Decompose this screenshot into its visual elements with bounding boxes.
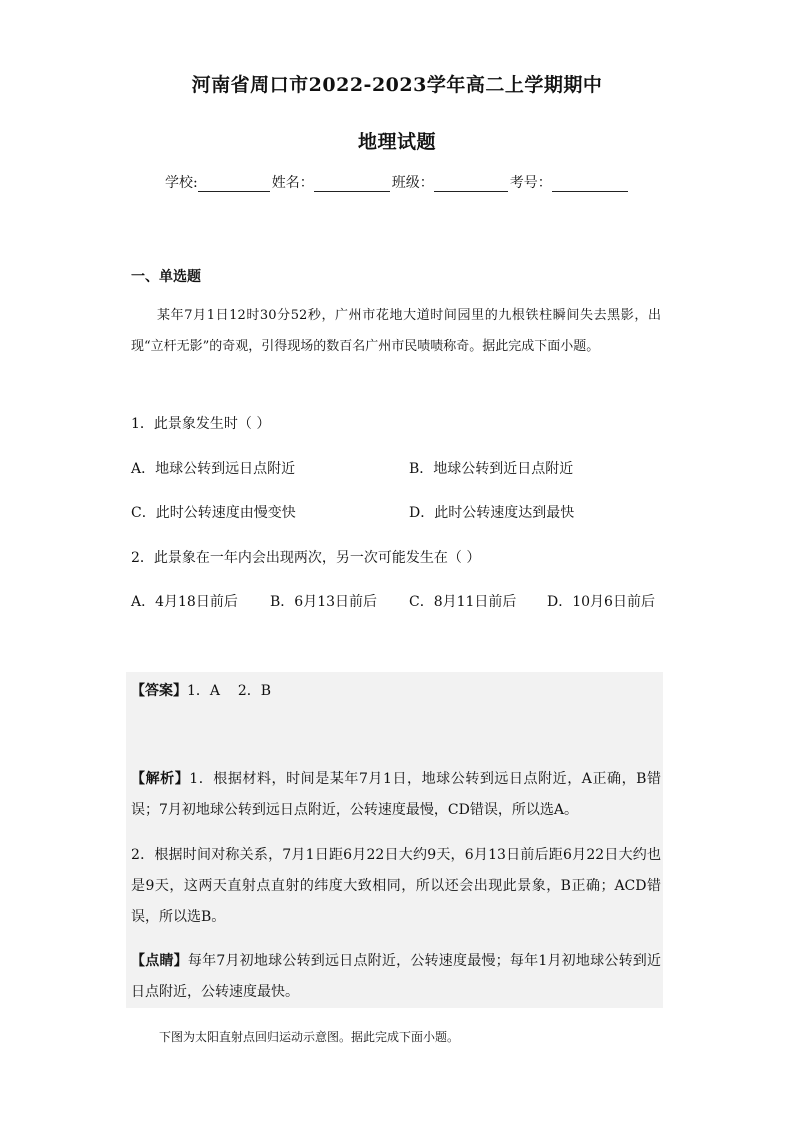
name-blank[interactable] bbox=[314, 176, 390, 192]
question-1-option-c: C．此时公转速度由慢变快 bbox=[131, 505, 296, 521]
answer-line bbox=[131, 680, 271, 700]
question-2-stem: 2．此景象在一年内会出现两次，另一次可能发生在（ ） bbox=[131, 550, 481, 566]
material-paragraph-1: 某年7月1日12时30分52秒，广州市花地大道时间园里的九根铁柱瞬间失去黑影，出现“立杆无影”的奇观，引得现场的数百名广州市民啧啧称奇。据此完成下面小题。 bbox=[131, 308, 661, 354]
analysis-paragraph-2: 2．根据时间对称关系，7月1日距6月22日大约9天，6月13日前后距6月22日大约也是9天，这两天直射点直射的纬度大致相同，所以还会出现此景象，B正确；ACD错误，所以选B。 bbox=[131, 847, 661, 925]
school-blank[interactable] bbox=[198, 176, 270, 192]
name-label: 姓名： bbox=[271, 175, 314, 191]
analysis-paragraph-1 bbox=[131, 764, 661, 826]
class-label: 班级： bbox=[391, 175, 434, 191]
exam-subject-title: 地理试题 bbox=[357, 131, 436, 153]
school-label: 学校: bbox=[165, 175, 198, 191]
question-2-option-a: A．4月18日前后 bbox=[131, 594, 238, 610]
question-1-option-d: D．此时公转速度达到最快 bbox=[409, 505, 575, 521]
material-paragraph-2: 下图为太阳直射点回归运动示意图。据此完成下面小题。 bbox=[159, 1030, 460, 1044]
tip-paragraph bbox=[131, 946, 661, 1008]
question-2-option-b: B．6月13日前后 bbox=[270, 594, 378, 610]
question-1-option-b: B．地球公转到近日点附近 bbox=[409, 461, 574, 477]
exam-title: 河南省周口市2022-2023学年高二上学期期中 bbox=[191, 74, 603, 96]
analysis-text-1: 1．根据材料，时间是某年7月1日，地球公转到远日点附近，A正确，B错误；7月初地球公转到远日点附近，公转速度最慢，CD错误，所以选A。 bbox=[131, 771, 662, 818]
answer-text: 1．A 2．B bbox=[187, 683, 272, 699]
exam-number-blank[interactable] bbox=[552, 176, 628, 192]
tip-text: 每年7月初地球公转到远日点附近，公转速度最慢；每年1月初地球公转到近日点附近，公转速度最快。 bbox=[131, 953, 662, 1000]
tip-tag: 【点睛】 bbox=[131, 953, 188, 969]
question-1-stem: 1．此景象发生时（ ） bbox=[131, 416, 271, 432]
exam-number-label: 考号： bbox=[509, 175, 552, 191]
question-2-option-c: C．8月11日前后 bbox=[409, 594, 517, 610]
question-2-option-d: D．10月6日前后 bbox=[547, 594, 655, 610]
student-info-line bbox=[165, 172, 630, 192]
class-blank[interactable] bbox=[434, 176, 508, 192]
question-1-option-a: A．地球公转到远日点附近 bbox=[131, 461, 296, 477]
analysis-tag: 【解析】 bbox=[131, 771, 190, 787]
section-heading: 一、单选题 bbox=[131, 269, 201, 285]
answer-tag: 【答案】 bbox=[131, 683, 187, 699]
